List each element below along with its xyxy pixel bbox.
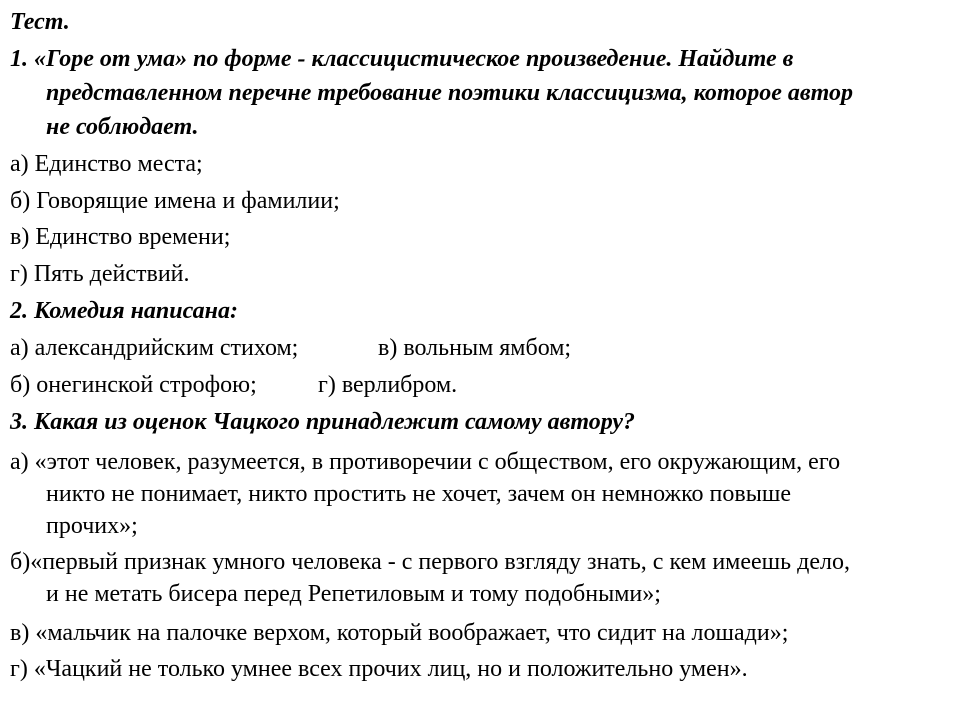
question-3-option-d: г) «Чацкий не только умнее всех прочих лиц, но и положительно умен».	[10, 656, 748, 682]
question-3-option-a-line-2: никто не понимает, никто простить не хочет, зачем он немножко повыше	[46, 481, 791, 507]
question-3-label: 3. Какая из оценок Чацкого принадлежит самому автору?	[10, 409, 636, 435]
test-title: Тест.	[10, 9, 70, 35]
question-1-line-2: представленном перечне требование поэтики классицизма, которое автор	[46, 80, 853, 106]
question-2-option-d: г) верлибром.	[318, 372, 458, 398]
question-2-option-a: а) александрийским стихом;	[10, 335, 299, 361]
question-2-option-c: в) вольным ямбом;	[378, 335, 572, 361]
question-3-option-b-line-2: и не метать бисера перед Репетиловым и тому подобными»;	[46, 581, 661, 607]
question-3-option-c: в) «мальчик на палочке верхом, который воображает, что сидит на лошади»;	[10, 620, 789, 646]
question-2-option-b: б) онегинской строфою;	[10, 372, 257, 398]
question-3-option-b-line-1: б)«первый признак умного человека - с первого взгляду знать, с кем имеешь дело,	[10, 549, 850, 575]
question-2-label: 2. Комедия написана:	[10, 298, 238, 324]
question-1-option-c: в) Единство времени;	[10, 224, 231, 250]
question-1-option-b: б) Говорящие имена и фамилии;	[10, 188, 340, 214]
question-1-line-3: не соблюдает.	[46, 114, 199, 140]
question-1-option-a: а) Единство места;	[10, 151, 203, 177]
question-3-option-a-line-3: прочих»;	[46, 513, 138, 539]
question-1-option-d: г) Пять действий.	[10, 261, 190, 287]
question-1-line-1: 1. «Горе от ума» по форме - классицистическое произведение. Найдите в	[10, 46, 794, 72]
question-3-option-a-line-1: а) «этот человек, разумеется, в противоречии с обществом, его окружающим, его	[10, 449, 841, 475]
